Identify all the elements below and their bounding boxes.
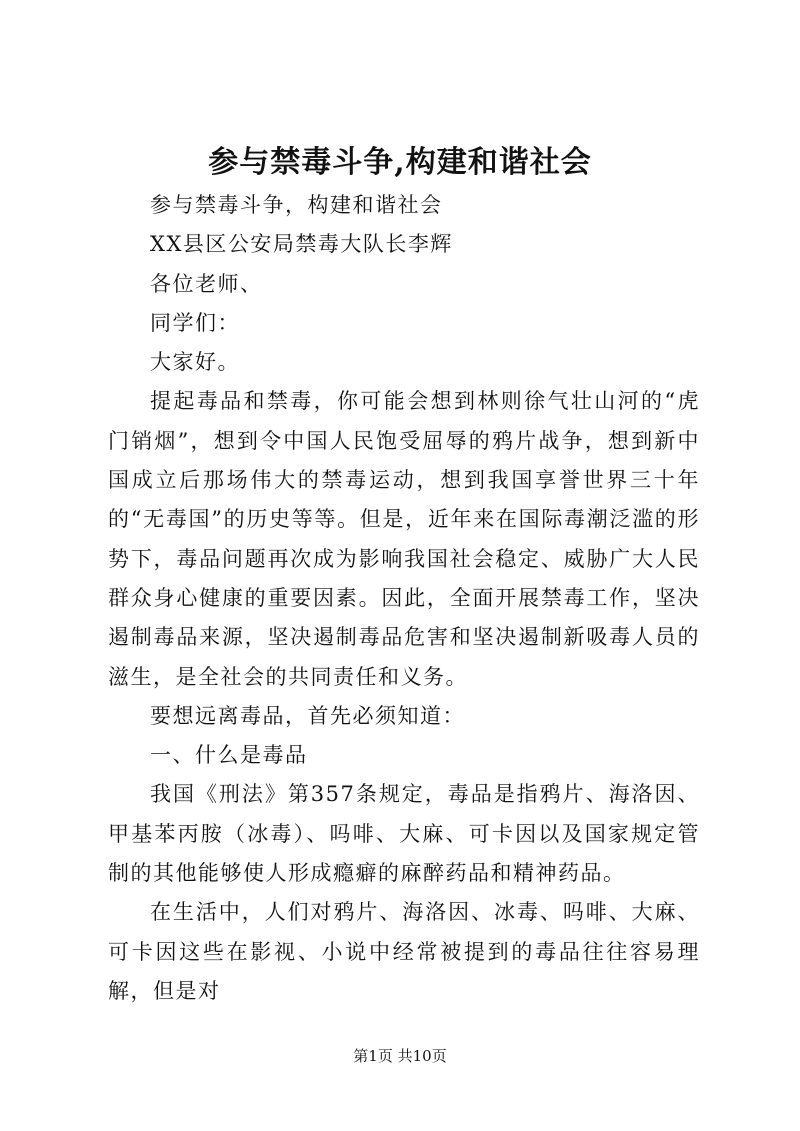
- document-body: [108, 186, 700, 1011]
- paragraph-greeting: 大家好。: [150, 350, 240, 375]
- paragraph-lead-in: 要想远离毒品，首先必须知道：: [150, 703, 465, 728]
- paragraph-intro: 提起毒品和禁毒，你可能会想到林则徐气壮山河的“虎门销烟”，想到令中国人民饱受屈辱的鸦片战争，想到新中国成立后那场伟大的禁毒运动，想到我国享誉世界三十年的“无毒国”的历史等等。但是，近年来在国际毒潮泛滥的形势下，毒品问题再次成为影响我国社会稳定、威胁广大人民群众身心健康的重要因素。因此，全面开展禁毒工作，坚决遏制毒品来源，坚决遏制毒品危害和坚决遏制新吸毒人员的滋生，是全社会的共同责任和义务。: [108, 389, 700, 689]
- paragraph-legal-definition: 我国《刑法》第357条规定，毒品是指鸦片、海洛因、甲基苯丙胺（冰毒）、吗啡、大麻、可卡因以及国家规定管制的其他能够使人形成瘾癖的麻醉药品和精神药品。: [108, 782, 700, 886]
- paragraph-salutation-students: 同学们：: [150, 310, 240, 335]
- paragraph-author: XX县区公安局禁毒大队长李辉: [150, 232, 453, 257]
- page-footer: 第1页 共10页: [353, 1047, 447, 1065]
- document-title: 参与禁毒斗争,构建和谐社会: [208, 145, 592, 180]
- paragraph-salutation-teachers: 各位老师、: [150, 271, 263, 296]
- section-heading-what-is-drug: 一、什么是毒品: [150, 743, 308, 768]
- paragraph-subtitle: 参与禁毒斗争，构建和谐社会: [150, 193, 443, 217]
- paragraph-daily-life: 在生活中，人们对鸦片、海洛因、冰毒、吗啡、大麻、可卡因这些在影视、小说中经常被提到的毒品往往容易理解，但是对: [108, 900, 700, 1003]
